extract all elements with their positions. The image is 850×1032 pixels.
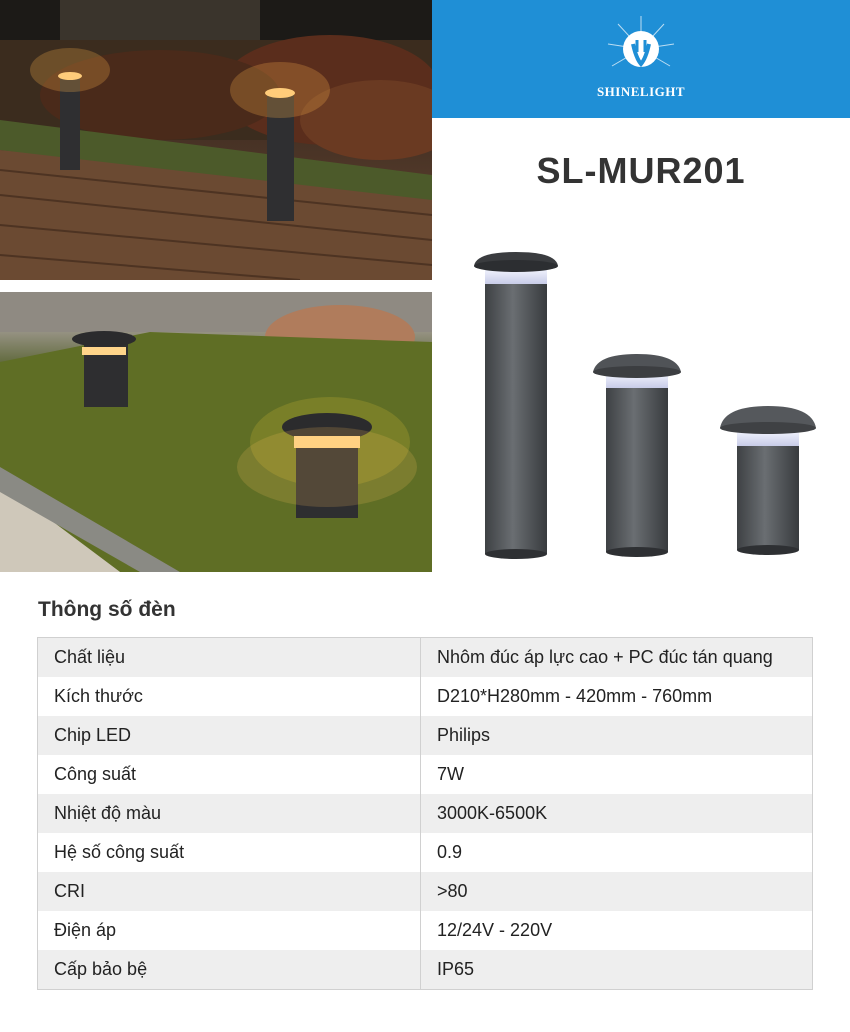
product-model-title: SL-MUR201 [536, 150, 746, 191]
spec-label: Nhiệt độ màu [38, 794, 421, 833]
spec-value: IP65 [421, 950, 813, 990]
table-row [38, 950, 813, 990]
table-row [38, 833, 813, 872]
lawn-scene [0, 292, 432, 572]
shinelight-logo-icon [606, 14, 676, 84]
spec-value: >80 [421, 872, 813, 911]
deck-scene [0, 0, 432, 280]
spec-value: 0.9 [421, 833, 813, 872]
table-row [38, 872, 813, 911]
spec-label: Điện áp [38, 911, 421, 950]
spec-label: Công suất [38, 755, 421, 794]
table-row [38, 716, 813, 755]
photo-night-deck-bollards [0, 0, 432, 280]
table-row [38, 638, 813, 678]
spec-label: Cấp bảo bệ [38, 950, 421, 990]
spec-label: Hệ số công suất [38, 833, 421, 872]
brand-name: SHINELIGHT [596, 84, 686, 99]
table-row [38, 794, 813, 833]
table-row [38, 677, 813, 716]
spec-table [37, 637, 813, 990]
spec-label: Chip LED [38, 716, 421, 755]
spec-value: Nhôm đúc áp lực cao + PC đúc tán quang [421, 638, 813, 678]
table-row [38, 755, 813, 794]
brand-logo-box [432, 0, 850, 118]
spec-label: Kích thước [38, 677, 421, 716]
photo-lawn-bollards [0, 292, 432, 572]
spec-section-title: Thông số đèn [38, 598, 176, 621]
spec-label: Chất liệu [38, 638, 421, 678]
spec-label: CRI [38, 872, 421, 911]
product-bollards-illustration [462, 240, 842, 570]
spec-value: D210*H280mm - 420mm - 760mm [421, 677, 813, 716]
spec-value: 12/24V - 220V [421, 911, 813, 950]
table-row [38, 911, 813, 950]
spec-value: 3000K-6500K [421, 794, 813, 833]
spec-value: 7W [421, 755, 813, 794]
spec-value: Philips [421, 716, 813, 755]
